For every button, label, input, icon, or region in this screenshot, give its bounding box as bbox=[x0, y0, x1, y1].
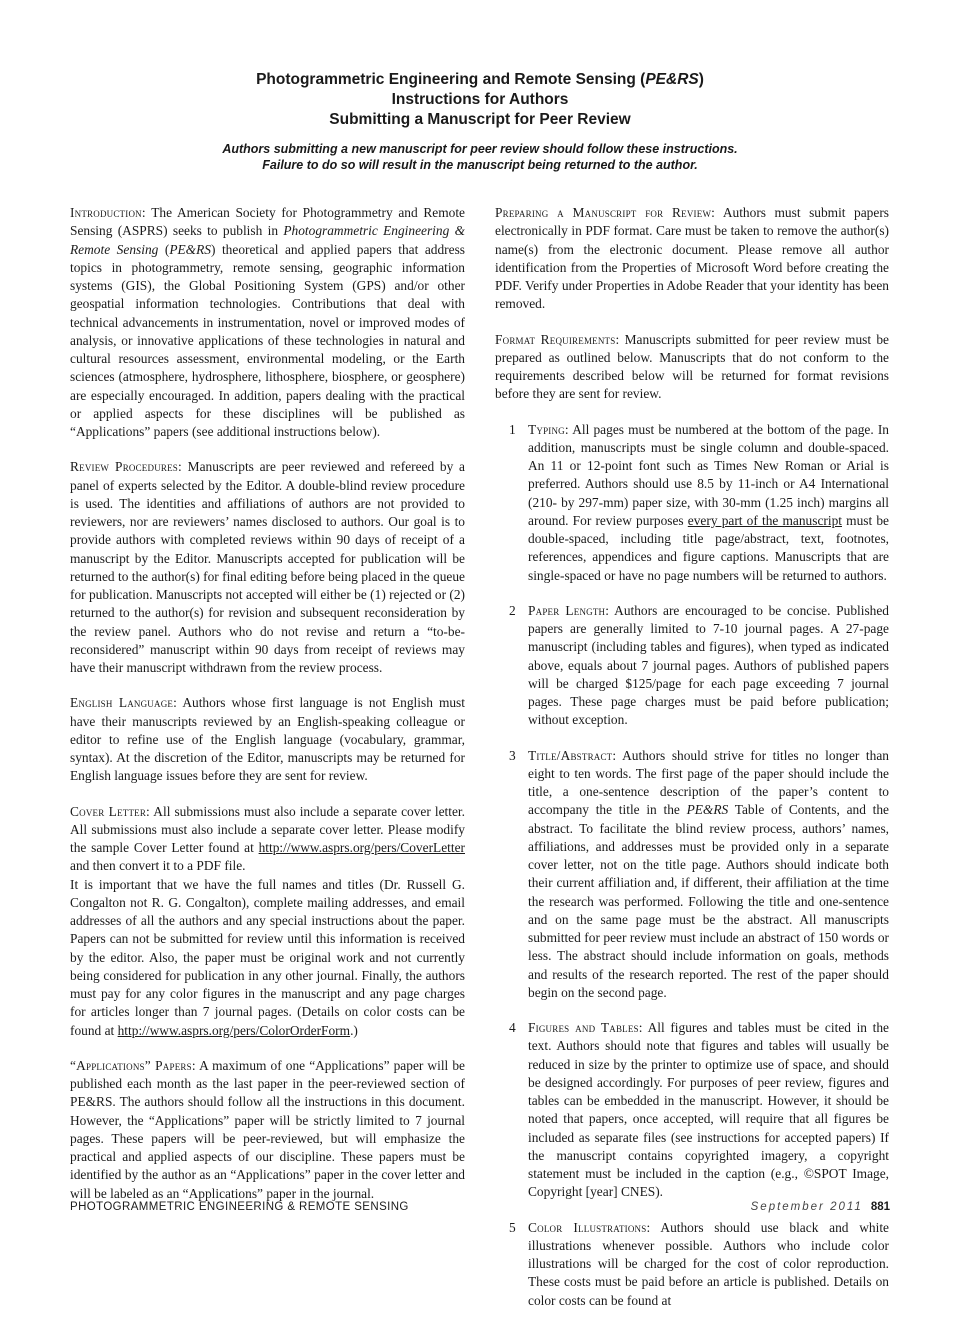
color-illustrations-heading: Color Illustrations: bbox=[528, 1219, 651, 1235]
figures-tables-text: All figures and tables must be cited in the text. Authors should note that figures and tables will usually be reduced in size by the printer to optimize use of space, and should be designed accordingly. For purposes of peer review, figures and tables can be embedded in the manuscript. However, it should be noted that papers, once accepted, will require that all figures be included as separate files (see instructions for accepted papers) If the manuscript contains copyrighted imagery, a copyright statement must be included in the caption (e.g., ©SPOT Image, Copyright [year] CNES). bbox=[528, 1020, 890, 1200]
typing-text-b: must be double-spaced, including title page/abstract, text, footnotes, references, appendices and figure captions. Manuscripts that are single-spaced or have no page numbers will be returned to authors. bbox=[528, 512, 889, 583]
subtitle-instructions: Instructions for Authors bbox=[391, 91, 569, 108]
list-item-typing bbox=[495, 421, 889, 585]
paper-length-heading: Paper Length: bbox=[528, 602, 610, 618]
applications-papers-heading: “Applications” Papers: bbox=[70, 1057, 196, 1073]
title-abstract-heading: Title/Abstract: bbox=[528, 747, 617, 763]
applications-papers-text: A maximum of one “Applications” paper will be published each month as the last paper in the peer-reviewed section of PE&RS. The authors should follow all the instructions in this document. However, the “Applications” paper will be strictly limited to 7 journal pages. These papers will be peer-reviewed, but will emphasize the practical and applied aspects of our discipline. These papers must be identified by the author as an “Applications” paper in the cover letter and will be labeled as an “Applications” paper in the journal. bbox=[70, 1057, 465, 1201]
footer-right bbox=[751, 1201, 890, 1213]
review-procedures-paragraph bbox=[70, 458, 465, 677]
typing-text-a: All pages must be numbered at the bottom of the page. In addition, manuscripts must be single column and double-spaced. An 11 or 12-point font such as Times New Roman or Arial is preferred. Authors should use 8.5 by 11-inch or A4 International (210- by 297-mm) paper size, with 30-mm (1.25 inch) margins all around. For review purposes bbox=[528, 421, 889, 528]
list-item-title-abstract bbox=[495, 747, 889, 1003]
review-procedures-text: Manuscripts are peer reviewed and refereed by a panel of experts selected by the Editor. A double-blind review procedure is used. The identities and affiliations of authors are not provided to reviewers, nor are reviewers’ names disclosed to authors. Our goal is to provide authors with completed reviews within 90 days of receipt of a manuscript by the Editor. Manuscripts accepted for publication will be returned to the author(s) for final editing before being placed in the queue for publication. Manuscripts not accepted will either be (1) rejected or (2) returned to the author(s) for revision and subsequent reconsideration by the review panel. Authors who do not revise and return a “to-be-reconsidered” manuscript within 90 days from receipt of reviews may have their manuscript withdrawn from the review process. bbox=[70, 459, 465, 675]
preparing-manuscript-paragraph bbox=[495, 204, 889, 314]
list-number: 5 bbox=[509, 1219, 516, 1235]
review-procedures-heading: Review Procedures: bbox=[70, 459, 182, 475]
notice-line-2: Failure to do so will result in the manuscript being returned to the author. bbox=[262, 158, 698, 172]
color-order-form-link[interactable]: http://www.asprs.org/pers/ColorOrderForm bbox=[117, 1022, 351, 1038]
notice-line-1: Authors submitting a new manuscript for peer review should follow these instructions. bbox=[222, 142, 738, 156]
subtitle-submitting: Submitting a Manuscript for Peer Review bbox=[329, 111, 631, 128]
list-item-figures-tables bbox=[495, 1019, 889, 1202]
list-item-color-illustrations bbox=[495, 1219, 889, 1310]
list-number: 3 bbox=[509, 747, 516, 763]
english-language-paragraph bbox=[70, 694, 465, 785]
title-abstract-journal-abbr: PE&RS bbox=[686, 802, 729, 818]
typing-heading: Typing: bbox=[528, 421, 569, 437]
journal-abbr: PE&RS bbox=[169, 241, 211, 257]
introduction-paragraph bbox=[70, 204, 465, 441]
preparing-manuscript-heading: Preparing a Manuscript for Review: bbox=[495, 205, 716, 220]
preparing-manuscript-text: Authors must submit papers electronically in PDF format. Care must be taken to remove the author(s) name(s) from the electronic document. Please remove all author identification from the Properties of Microsoft Word before creating the PDF. Verify under Properties in Adobe Reader that your identity has been removed. bbox=[495, 205, 889, 312]
list-number: 1 bbox=[509, 421, 516, 437]
format-requirements-paragraph bbox=[495, 331, 889, 404]
journal-name: Photogrammetric Engineering & Remote Sensing bbox=[70, 223, 465, 257]
footer-issue-date: September 2011 bbox=[750, 1201, 863, 1213]
footer-journal-name: PHOTOGRAMMETRIC ENGINEERING & REMOTE SENSING bbox=[70, 1201, 409, 1213]
list-number: 2 bbox=[509, 602, 516, 618]
cover-letter-heading: Cover Letter: bbox=[70, 803, 150, 819]
notice bbox=[0, 141, 960, 173]
document-title bbox=[0, 70, 960, 90]
introduction-text-a: The American Society for Photogrammetry and Remote Sensing (ASPRS) seeks to publish in bbox=[70, 205, 465, 239]
cover-letter-text-b: and then convert it to a PDF file. bbox=[70, 858, 246, 874]
applications-papers-paragraph bbox=[70, 1057, 465, 1203]
list-item-paper-length bbox=[495, 602, 889, 730]
color-illustrations-text: Authors should use black and white illustrations whenever possible. Authors who include color illustrations will be charged for the cost of color reproduction. These costs must be paid before an article is published. Details on color costs can be found at bbox=[528, 1219, 889, 1308]
page-number: 881 bbox=[870, 1201, 890, 1213]
cover-letter-details-paragraph bbox=[70, 876, 465, 1040]
cover-letter-paragraph bbox=[70, 803, 465, 876]
title-text: Photogrammetric Engineering and Remote Sensing ( bbox=[256, 71, 646, 88]
document-header bbox=[0, 70, 960, 173]
introduction-text-b: ( bbox=[158, 241, 170, 257]
figures-tables-heading: Figures and Tables: bbox=[528, 1020, 643, 1035]
english-language-text: Authors whose first language is not English must have their manuscripts reviewed by an English-speaking colleague or editor to refine use of the English language (vocabulary, grammar, syntax). At the discretion of the Editor, manuscripts may be returned for English language issues before they are sent for review. bbox=[70, 695, 465, 784]
paper-length-text: Authors are encouraged to be concise. Published papers are generally limited to 7-10 journal pages. A 27-page manuscript (including tables and figures), when typed as indicated above, equals about 7 journal pages. Authors of published papers will be charged $125/page for each page exceeding 7 journal pages. These page charges must be paid before publication; without exception. bbox=[528, 602, 890, 728]
right-column bbox=[495, 204, 889, 1327]
cover-letter-details-text: It is important that we have the full names and titles (Dr. Russell G. Congalton not R. G. Congalton), complete mailing addresses, and email addresses of all the authors and any special instructions about the paper. Papers can not be submitted for review until this information is received by the editor. Also, the paper must be original work and not currently being considered for publication in any other journal. Finally, the authors must pay for any color figures in the manuscript and any page charges for articles longer than 7 journal pages. (Details on color costs can be found at bbox=[70, 876, 465, 1038]
typing-emphasis: every part of the manuscript bbox=[687, 512, 842, 528]
list-number: 4 bbox=[509, 1020, 516, 1035]
english-language-heading: English Language: bbox=[70, 695, 178, 711]
format-requirements-heading: Format Requirements: bbox=[495, 331, 620, 347]
cover-letter-text-a: All submissions must also include a separate cover letter. All submissions must also include a separate cover letter. Please modify the sample Cover Letter found at bbox=[70, 803, 465, 855]
title-abstract-text-b: Table of Contents, and the abstract. To facilitate the blind review process, authors’ names, affiliations, and addresses must be provided only in a separate cover letter, not on the title page. Authors should indicate both their current affiliation and, if different, their affiliation at the time the research was performed. Following the title and one-sentence and on the same page must be the abstract. All manuscripts submitted for peer review must include an abstract of 150 words or less. The abstract should include information on goals, methods and results of the research reported. The rest of the paper should begin on the second page. bbox=[528, 802, 889, 1000]
left-column bbox=[70, 204, 465, 1220]
title-abbr: PE&RS bbox=[645, 71, 699, 88]
page-footer bbox=[70, 1201, 890, 1219]
title-abstract-text-a: Authors should strive for titles no longer than eight to ten words. The first page of the paper should include the title, a one-sentence description of the paper’s content to accompany the title in the bbox=[528, 747, 889, 818]
cover-letter-details-end: .) bbox=[350, 1022, 358, 1038]
cover-letter-link[interactable]: http://www.asprs.org/pers/CoverLetter bbox=[258, 840, 465, 855]
introduction-text-c: ) theoretical and applied papers that address topics in photogrammetry, remote sensing, geographic information systems (GIS), the Global Positioning System (GPS) and/or other geospatial information technologies. Contributions that deal with technical advancements in instrumentation, novel or improved modes of analysis, or innovative applications of these technologies in natural and cultural resources assessment, environmental modeling, or the Earth sciences (atmosphere, hydrosphere, lithosphere, biosphere, or geosphere) are especially encouraged. In addition, papers dealing with the practical or applied aspects for these disciplines will be published as “Applications” papers (see additional instructions below). bbox=[70, 241, 466, 439]
format-requirements-text: Manuscripts submitted for peer review must be prepared as outlined below. Manuscripts that do not conform to the requirements described below will be returned for format revisions before they are sent for review. bbox=[495, 331, 889, 402]
introduction-heading: Introduction: bbox=[70, 205, 146, 220]
format-requirements-list bbox=[495, 421, 889, 1310]
title-close: ) bbox=[698, 71, 704, 88]
